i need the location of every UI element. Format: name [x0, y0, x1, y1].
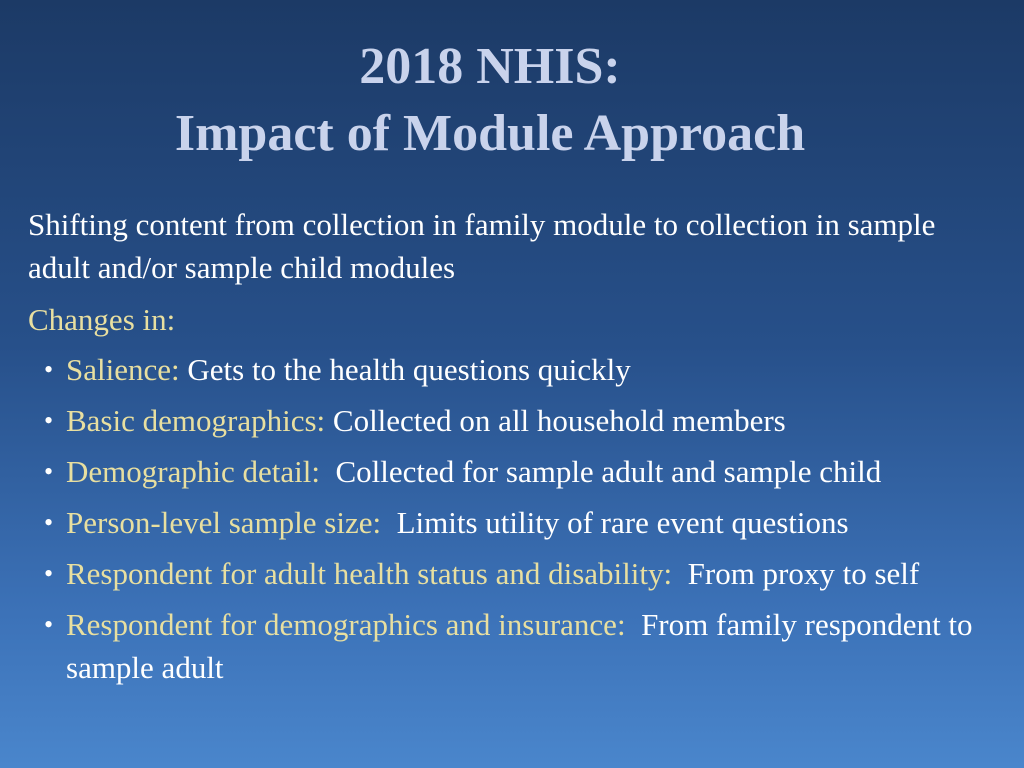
bullet-text: Limits utility of rare event questions — [396, 505, 849, 540]
bullet-text: From proxy to self — [687, 556, 920, 591]
bullet-icon: • — [44, 457, 54, 486]
bullet-icon: • — [44, 355, 54, 384]
bullet-item-demographic-detail — [44, 450, 1014, 493]
bullet-item-respondent-demographics-insurance — [44, 603, 1014, 689]
bullet-item-basic-demographics — [44, 399, 1014, 442]
bullet-text: Collected on all household members — [332, 403, 786, 438]
slide-title-line-2: Impact of Module Approach — [174, 105, 806, 162]
bullet-label: Respondent for adult health status and disability: — [66, 556, 673, 591]
bullet-text: Gets to the health questions quickly — [187, 352, 631, 387]
intro-text: Shifting content from collection in family module to collection in sample adult and/or sample child modules — [28, 207, 936, 285]
bullet-text: From family respondent to sample adult — [66, 607, 973, 685]
slide-title-line-1: 2018 NHIS: — [359, 38, 621, 95]
bullet-icon: • — [44, 508, 54, 537]
bullet-item-person-level-sample-size — [44, 501, 1014, 544]
bullet-label: Demographic detail: — [66, 454, 320, 489]
bullet-text: Collected for sample adult and sample child — [335, 454, 882, 489]
bullet-label: Person-level sample size: — [66, 505, 382, 540]
bullet-label: Salience: — [66, 352, 180, 387]
bullet-label: Basic demographics: — [66, 403, 326, 438]
bullet-list — [44, 348, 1014, 697]
bullet-icon: • — [44, 610, 54, 639]
bullet-icon: • — [44, 406, 54, 435]
changes-heading: Changes in: — [28, 302, 176, 337]
bullet-label: Respondent for demographics and insurance: — [66, 607, 626, 642]
bullet-item-respondent-health-status — [44, 552, 1014, 595]
bullet-item-salience — [44, 348, 1014, 391]
bullet-icon: • — [44, 559, 54, 588]
